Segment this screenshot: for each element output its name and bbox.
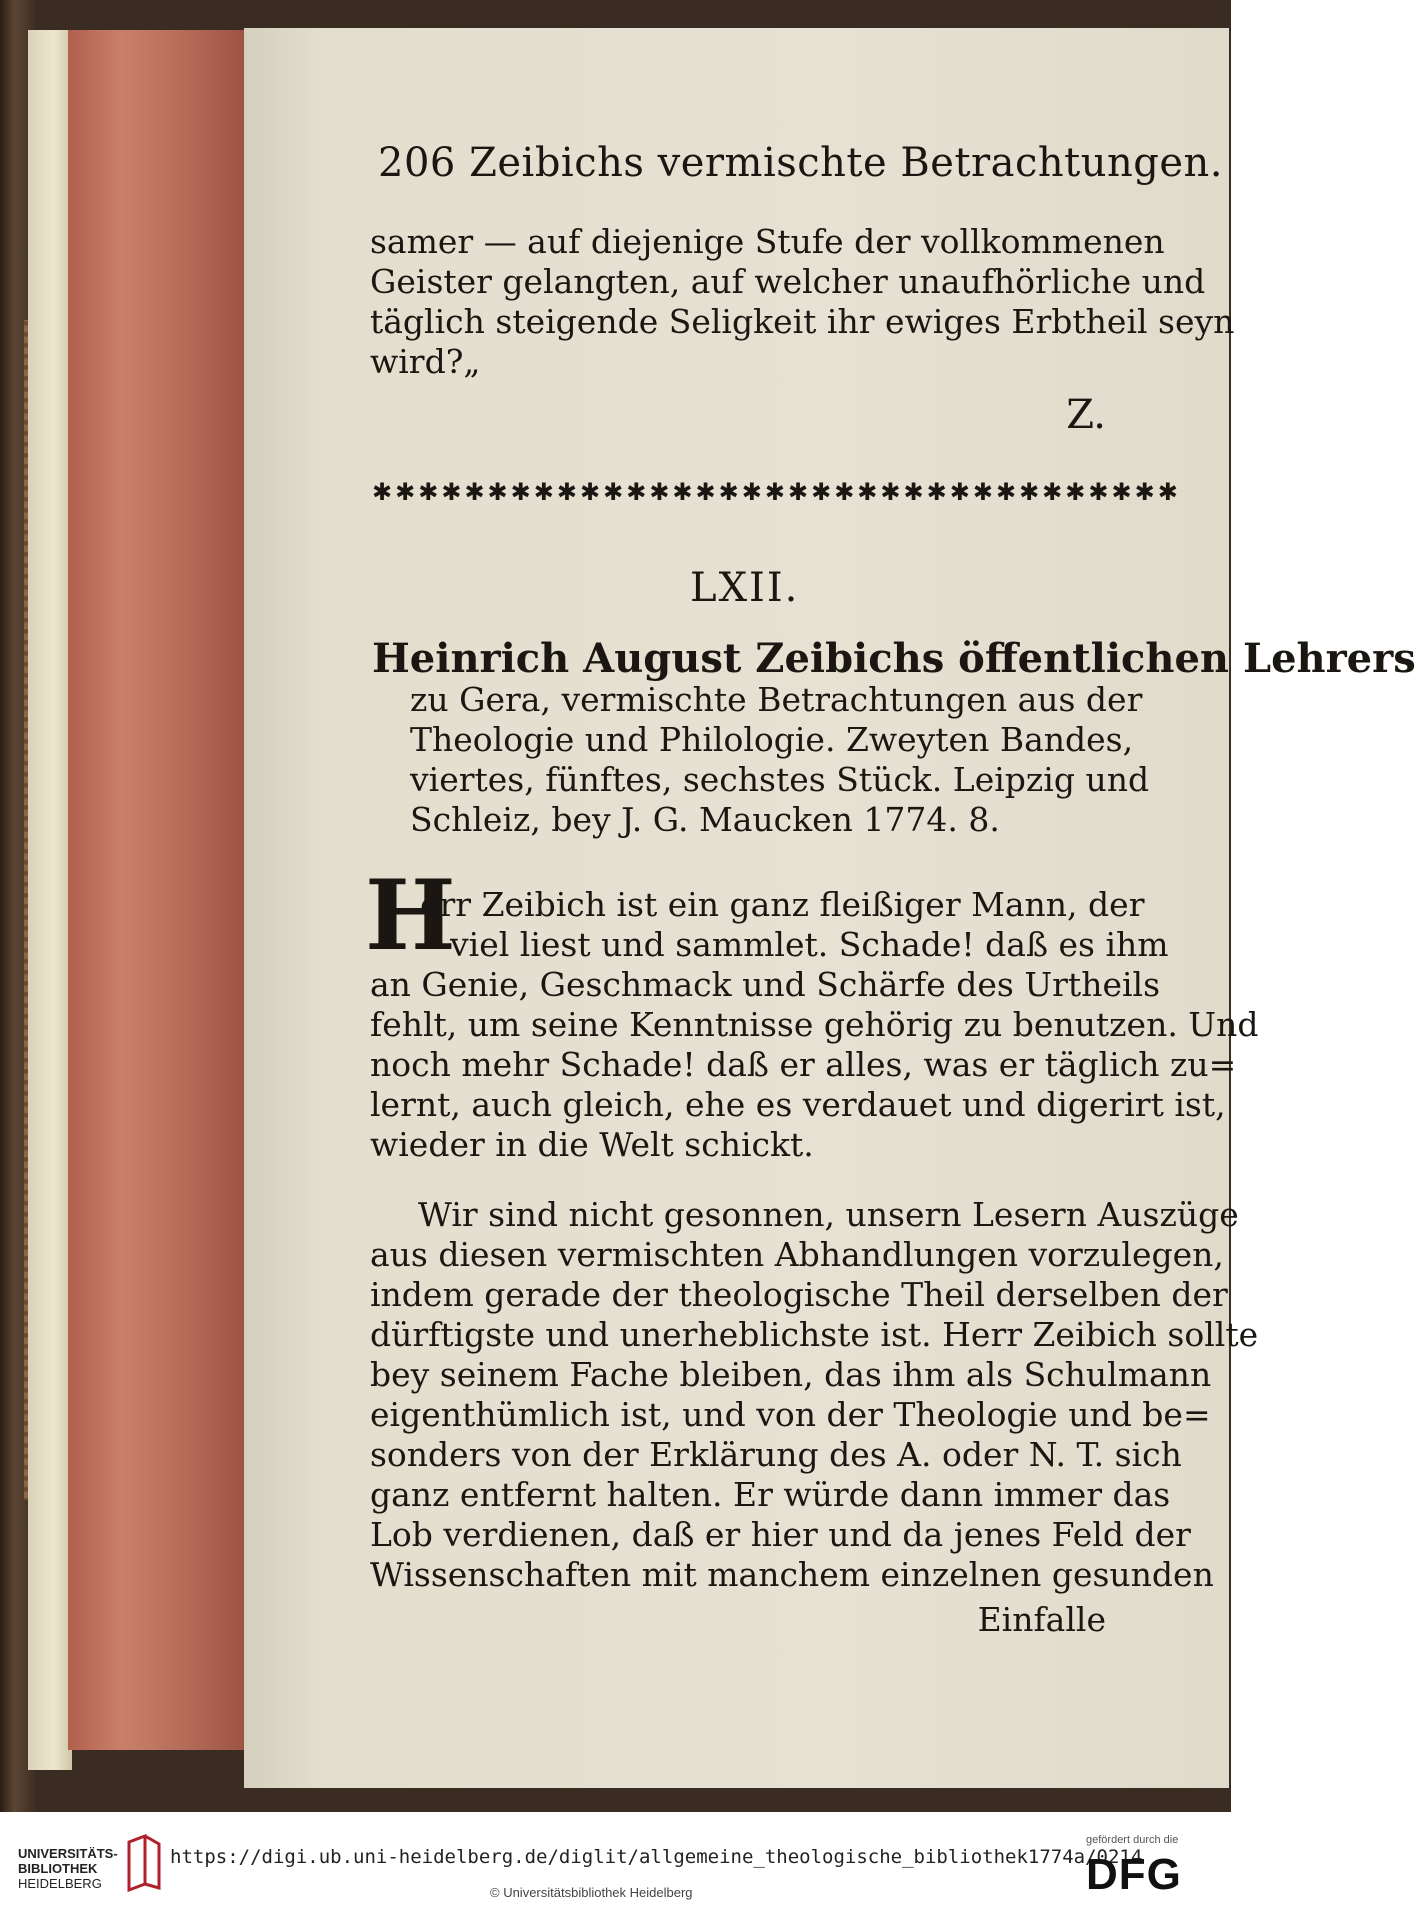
library-name bbox=[18, 1846, 118, 1891]
title-line: zu Gera, vermischte Betrachtungen aus der bbox=[410, 680, 1143, 719]
paragraph-line: Wissenschaften mit manchem einzelnen gesunden bbox=[370, 1555, 1214, 1594]
text-line: täglich steigende Seligkeit ihr ewiges Erbtheil seyn bbox=[370, 302, 1235, 341]
paragraph-line: noch mehr Schade! daß er alles, was er täglich zu= bbox=[370, 1045, 1237, 1084]
paragraph-line: wieder in die Welt schickt. bbox=[370, 1125, 814, 1164]
title-line: viertes, fünftes, sechstes Stück. Leipzig und bbox=[410, 760, 1150, 799]
paragraph-line: an Genie, Geschmack und Schärfe des Urtheils bbox=[370, 965, 1161, 1004]
ornament-divider: ✱✱✱✱✱✱✱✱✱✱✱✱✱✱✱✱✱✱✱✱✱✱✱✱✱✱✱✱✱✱✱✱✱✱✱ bbox=[372, 478, 1181, 506]
viewer-footer bbox=[0, 1812, 1231, 1912]
drop-cap: H bbox=[365, 859, 456, 972]
catchword: Einfalle bbox=[977, 1600, 1106, 1639]
paragraph-line: viel liest und sammlet. Schade! daß es ihm bbox=[450, 925, 1169, 964]
text-line: Geister gelangten, auf welcher unaufhörliche und bbox=[370, 262, 1206, 301]
red-page-edges bbox=[68, 30, 246, 1750]
paragraph-line: lernt, auch gleich, ehe es verdauet und digerirt ist, bbox=[370, 1085, 1226, 1124]
paragraph-line: bey seinem Fache bleiben, das ihm als Schulmann bbox=[370, 1355, 1212, 1394]
paragraph-line: fehlt, um seine Kenntnisse gehörig zu benutzen. Und bbox=[370, 1005, 1259, 1044]
paragraph-line: indem gerade der theologische Theil derselben der bbox=[370, 1275, 1228, 1314]
review-title: Heinrich August Zeibichs öffentlichen Lehrers bbox=[372, 635, 1416, 682]
title-line: Theologie und Philologie. Zweyten Bandes, bbox=[410, 720, 1134, 759]
paragraph-line: ganz entfernt halten. Er würde dann immer das bbox=[370, 1475, 1171, 1514]
running-header: 206 Zeibichs vermischte Betrachtungen. bbox=[378, 140, 1224, 186]
funded-by-label: gefördert durch die bbox=[1086, 1834, 1179, 1846]
permalink-url[interactable]: https://digi.ub.uni-heidelberg.de/diglit/allgemeine_theologische_bibliothek1774a/0214 bbox=[170, 1846, 1143, 1868]
text-line: samer — auf diejenige Stufe der vollkommenen bbox=[370, 222, 1165, 261]
library-name-line: UNIVERSITÄTS- bbox=[18, 1846, 118, 1861]
title-line: Schleiz, bey J. G. Maucken 1774. 8. bbox=[410, 800, 1000, 839]
paragraph-line: Wir sind nicht gesonnen, unsern Lesern Auszüge bbox=[418, 1195, 1239, 1234]
library-logo-icon bbox=[125, 1834, 161, 1892]
paragraph-line: eigenthümlich ist, und von der Theologie und be= bbox=[370, 1395, 1211, 1434]
text-line: wird?„ bbox=[370, 342, 481, 381]
library-name-line: BIBLIOTHEK bbox=[18, 1861, 98, 1876]
library-name-line: HEIDELBERG bbox=[18, 1876, 102, 1891]
paragraph-line: sonders von der Erklärung des A. oder N. T. sich bbox=[370, 1435, 1182, 1474]
vellum-spine-strip bbox=[28, 30, 72, 1770]
dfg-logo[interactable]: DFG bbox=[1086, 1850, 1182, 1899]
copyright-notice: © Universitätsbibliothek Heidelberg bbox=[490, 1885, 693, 1900]
paragraph-line: aus diesen vermischten Abhandlungen vorzulegen, bbox=[370, 1235, 1224, 1274]
paragraph-line: dürftigste und unerheblichste ist. Herr Zeibich sollte bbox=[370, 1315, 1259, 1354]
paragraph-line: err Zeibich ist ein ganz fleißiger Mann, der bbox=[420, 885, 1145, 924]
chapter-number: LXII. bbox=[690, 565, 800, 611]
paragraph-line: Lob verdienen, daß er hier und da jenes Feld der bbox=[370, 1515, 1191, 1554]
author-signature: Z. bbox=[1066, 392, 1106, 438]
